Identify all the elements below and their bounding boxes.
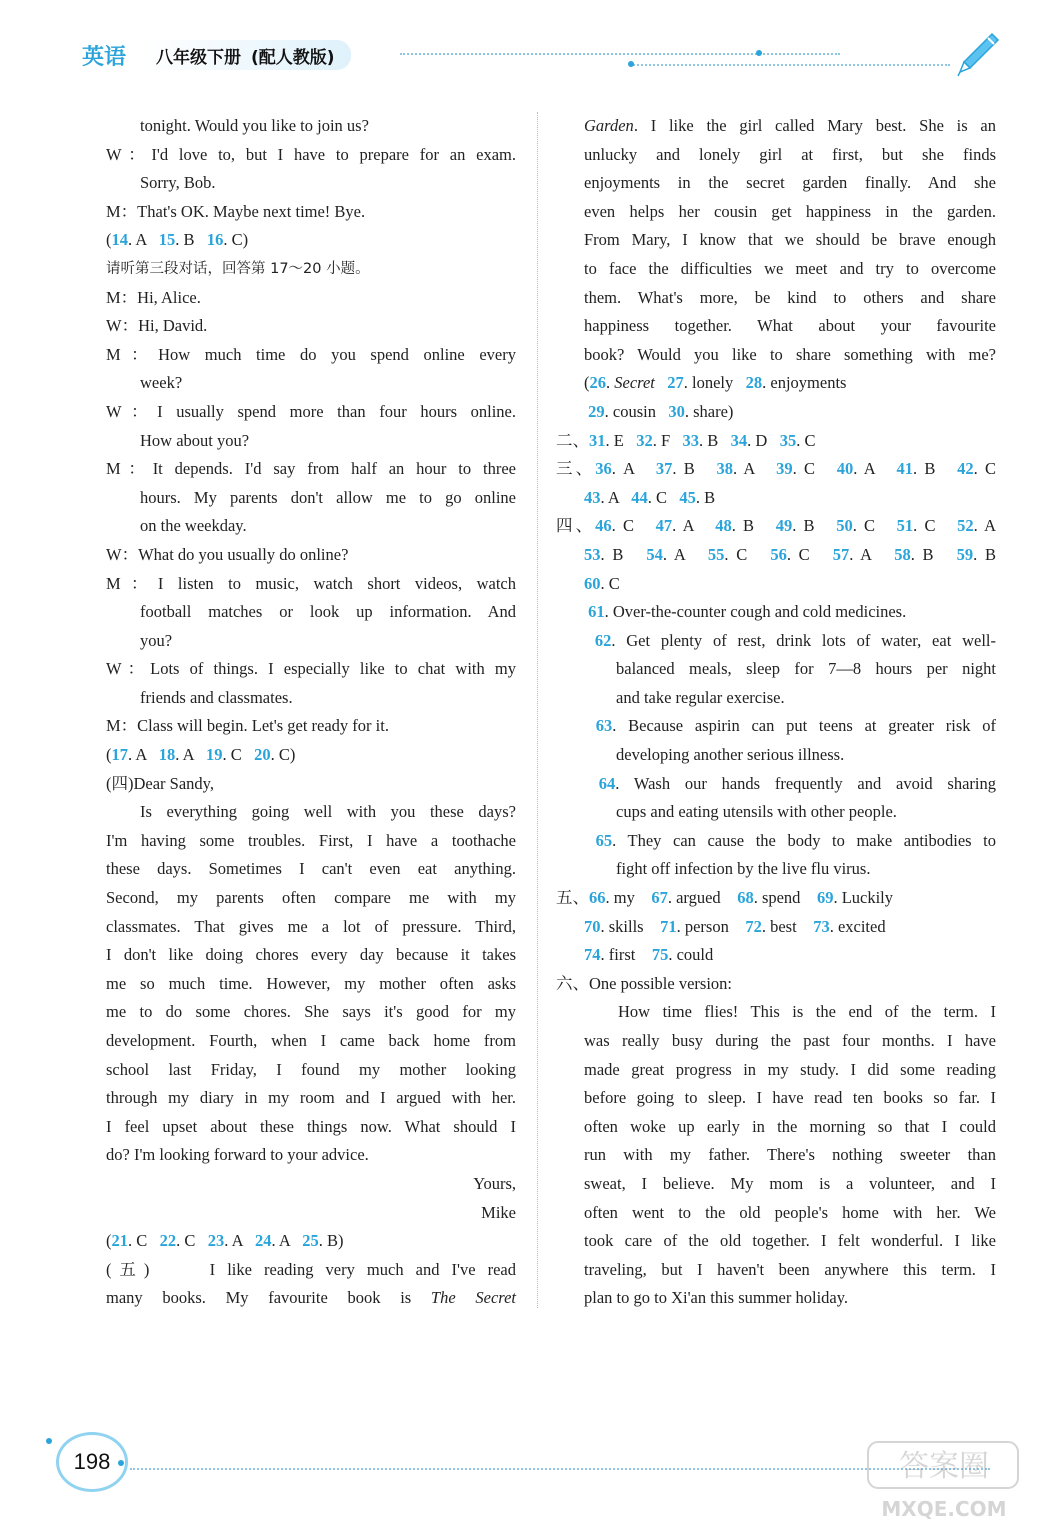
page-header <box>80 36 1000 76</box>
text-line: classmates. That gives me a lot of pressure. Third, <box>106 916 516 936</box>
text-line: 请听第三段对话，回答第 17～20 小题。 <box>106 260 370 277</box>
text-line: Sorry, Bob. <box>140 173 216 193</box>
text-line: on the weekday. <box>140 516 247 536</box>
text-line: even helps her cousin get happiness in the garden. <box>584 201 996 221</box>
text-line: Mike <box>481 1202 516 1222</box>
text-line: W：I usually spend more than four hours online. <box>106 401 516 421</box>
text-line: W：I'd love to, but I have to prepare for an exam. <box>106 144 516 164</box>
footer-dot <box>118 1460 124 1466</box>
text-line: 三、36. A 37. B 38. A 39. C 40. A 41. B 42. C <box>556 459 996 479</box>
text-line: M：Class will begin. Let's get ready for it. <box>106 716 389 736</box>
right-column <box>556 112 997 1313</box>
page-number: 198 <box>56 1432 128 1492</box>
grade-label-box <box>144 40 351 70</box>
text-line: took care of the old together. I felt wonderful. I like <box>584 1231 996 1251</box>
text-line: run with my father. There's nothing sweeter than <box>584 1145 996 1165</box>
text-line: How about you? <box>140 430 250 450</box>
text-line: friends and classmates. <box>140 687 293 707</box>
text-line: development. Fourth, when I came back home from <box>106 1031 516 1050</box>
text-line: was really busy during the past four months. I have <box>584 1031 996 1050</box>
header-dot <box>628 61 634 67</box>
text-line: W：What do you usually do online? <box>106 544 349 564</box>
column-divider <box>537 112 538 1308</box>
text-line: 64. Wash our hands frequently and avoid sharing <box>598 773 996 793</box>
watermark-logo <box>866 1438 1026 1524</box>
text-line: before going to sleep. I have read ten books so far. I <box>584 1088 996 1108</box>
text-line: 74. first 75. could <box>584 945 714 965</box>
text-line: them. What's more, be kind to others and share <box>584 287 996 307</box>
text-line: 62. Get plenty of rest, drink lots of water, eat well- <box>594 630 997 650</box>
watermark-text-cn: 答案圈 <box>899 1449 989 1484</box>
text-line: cups and eating utensils with other people. <box>616 802 897 822</box>
text-line: 70. skills 71. person 72. best 73. excited <box>584 916 886 936</box>
text-line: 五、66. my 67. argued 68. spend 69. Luckily <box>556 888 894 908</box>
text-line: traveling, but I haven't been anywhere this term. I <box>584 1259 996 1279</box>
text-line: me so much time. However, my mother often asks <box>106 973 516 993</box>
text-line: (五) I like reading very much and I've read <box>106 1259 516 1279</box>
text-line: (21. C 22. C 23. A 24. A 25. B) <box>106 1231 344 1251</box>
subject-title: 英语 <box>82 45 127 70</box>
left-column <box>106 112 516 1313</box>
text-line: to face the difficulties we meet and try to overcome <box>584 258 996 278</box>
grade-label: 八年级下册 <box>156 47 241 68</box>
text-line: tonight. Would you like to join us? <box>140 116 369 135</box>
text-line: M：I listen to music, watch short videos, watch <box>106 573 516 593</box>
text-line: Second, my parents often compare me with my <box>106 888 516 908</box>
text-line: 65. They can cause the body to make antibodies to <box>595 830 996 850</box>
header-dot <box>756 50 762 56</box>
text-line: unlucky and lonely girl at first, but she finds <box>584 144 996 164</box>
text-line: enjoyments in the secret garden finally. And she <box>584 173 996 193</box>
text-line: 53. B 54. A 55. C 56. C 57. A 58. B 59. B <box>584 544 996 564</box>
text-line: many books. My favourite book is The Secret <box>106 1288 516 1308</box>
text-line: do? I'm looking forward to your advice. <box>106 1145 369 1165</box>
text-line: developing another serious illness. <box>616 745 845 765</box>
pen-icon <box>952 30 1002 80</box>
text-line: M：How much time do you spend online every <box>106 344 516 364</box>
text-line: fight off infection by the live flu virus. <box>616 859 871 879</box>
text-line: M：Hi, Alice. <box>106 287 201 307</box>
text-line: M：That's OK. Maybe next time! Bye. <box>106 201 366 221</box>
header-dotted-line <box>400 53 840 55</box>
text-line: happiness together. What about your favourite <box>584 316 996 336</box>
text-line: I'm having some troubles. First, I have a toothache <box>106 830 516 850</box>
text-line: (26. Secret 27. lonely 28. enjoyments <box>584 373 847 393</box>
text-line: (14. A 15. B 16. C) <box>106 230 249 250</box>
text-line: W：Hi, David. <box>106 316 208 336</box>
text-line: 60. C <box>584 573 620 593</box>
text-line: made great progress in my study. I did some reading <box>584 1059 996 1079</box>
text-line: you? <box>140 630 173 650</box>
text-line: me to do some chores. She says it's good for my <box>106 1002 516 1022</box>
text-line: I don't like doing chores every day because it takes <box>106 945 516 965</box>
text-line: From Mary, I know that we should be brave enough <box>584 230 996 250</box>
edition-label: (配人教版) <box>251 47 335 68</box>
text-line: 六、One possible version: <box>556 973 732 993</box>
text-line: often went to the old people's home with her. We <box>584 1202 996 1222</box>
text-line: hours. My parents don't allow me to go online <box>140 487 516 507</box>
footer-dot <box>46 1438 52 1444</box>
text-line: through my diary in my room and I argued with her. <box>106 1088 516 1108</box>
text-line: and take regular exercise. <box>616 687 785 707</box>
text-line: Is everything going well with you these days? <box>140 802 516 822</box>
text-line: book? Would you like to share something with me? <box>584 344 996 364</box>
text-line: (四)Dear Sandy, <box>106 773 214 793</box>
text-line: M：It depends. I'd say from half an hour to three <box>106 459 516 479</box>
footer-dotted-line <box>130 1468 990 1470</box>
watermark-text-url: MXQE.COM <box>881 1497 1007 1521</box>
text-line: 二、31. E 32. F 33. B 34. D 35. C <box>556 430 816 450</box>
text-line: I feel upset about these things now. What should I <box>106 1116 516 1136</box>
header-dotted-line-2 <box>630 64 950 66</box>
text-line: W：Lots of things. I especially like to chat with my <box>106 659 516 679</box>
page-footer <box>0 1420 1047 1530</box>
text-line: plan to go to Xi'an this summer holiday. <box>584 1288 849 1308</box>
text-line: 61. Over-the-counter cough and cold medicines. <box>588 602 907 622</box>
text-line: these days. Sometimes I can't even eat anything. <box>106 859 516 879</box>
text-line: often woke up early in the morning so that I could <box>584 1116 996 1136</box>
text-line: 29. cousin 30. share) <box>588 401 734 421</box>
text-line: football matches or look up information. And <box>140 602 516 622</box>
text-line: (17. A 18. A 19. C 20. C) <box>106 745 296 765</box>
text-line: balanced meals, sleep for 7—8 hours per night <box>616 659 996 679</box>
text-line: week? <box>140 373 183 393</box>
text-line: 43. A 44. C 45. B <box>584 487 716 507</box>
text-line: Yours, <box>473 1173 516 1193</box>
text-line: 四、46. C 47. A 48. B 49. B 50. C 51. C 52. A <box>556 516 996 536</box>
text-line: sweat, I believe. My mom is a volunteer, and I <box>584 1173 996 1193</box>
text-line: How time flies! This is the end of the term. I <box>618 1002 996 1022</box>
text-line: school last Friday, I found my mother looking <box>106 1059 516 1079</box>
text-line: Garden. I like the girl called Mary best. She is an <box>584 116 996 135</box>
text-line: 63. Because aspirin can put teens at greater risk of <box>595 716 996 736</box>
